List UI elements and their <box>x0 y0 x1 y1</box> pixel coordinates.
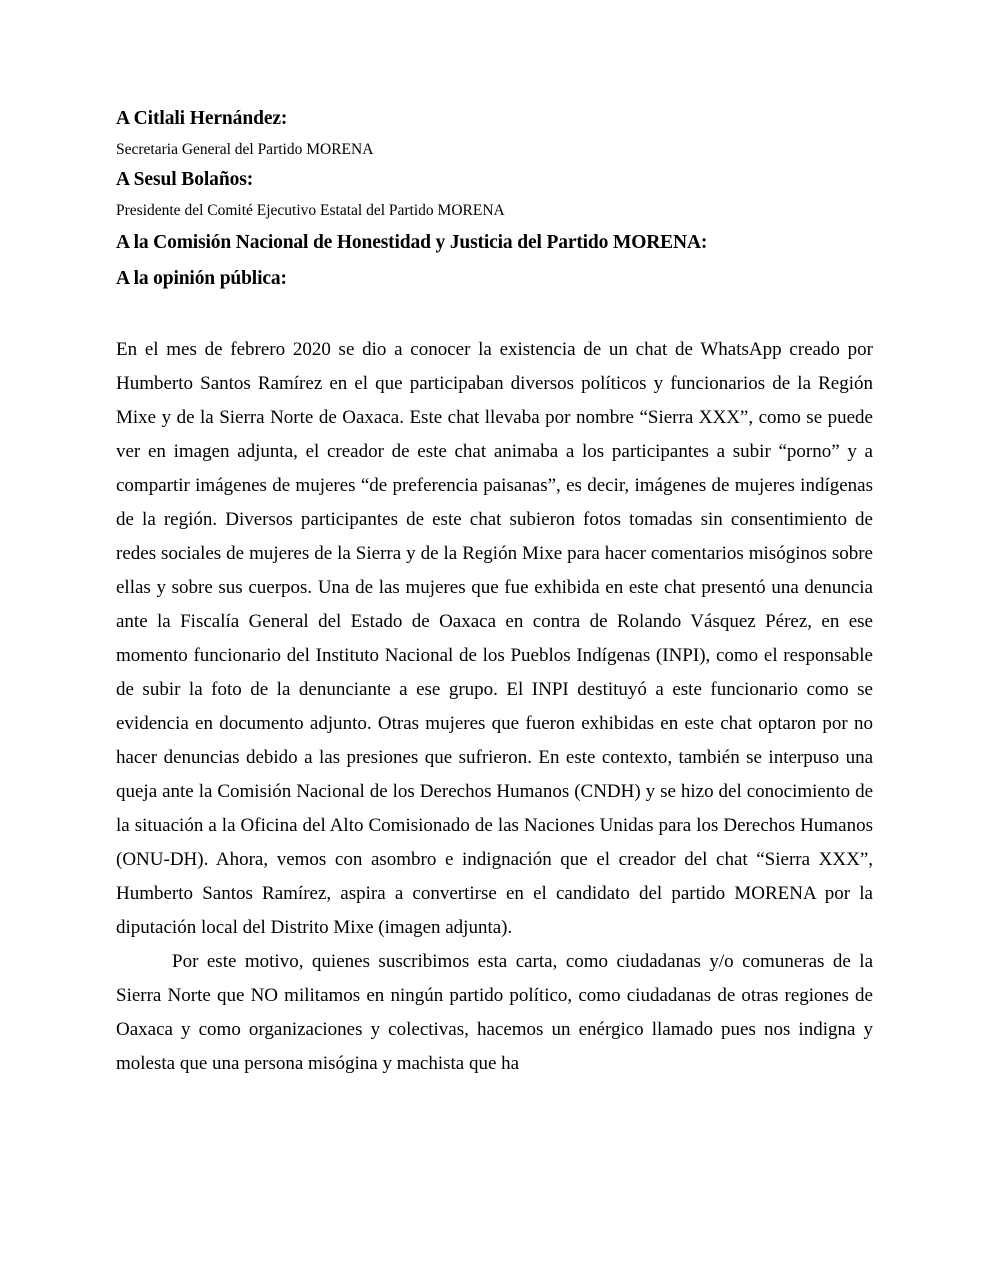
body-paragraph-1: En el mes de febrero 2020 se dio a conocer la existencia de un chat de WhatsApp creado por Humberto Santos Ramírez en el que participaban diversos políticos y funcionarios de la Región Mixe y de la Sierra Norte de Oaxaca. Este chat llevaba por nombre “Sierra XXX”, como se puede ver en imagen adjunta, el creador de este chat animaba a los participantes a subir “porno” y a compartir imágenes de mujeres “de preferencia paisanas”, es decir, imágenes de mujeres indígenas de la región. Diversos participantes de este chat subieron fotos tomadas sin consentimiento de redes sociales de mujeres de la Sierra y de la Región Mixe para hacer comentarios misóginos sobre ellas y sobre sus cuerpos. Una de las mujeres que fue exhibida en este chat presentó una denuncia ante la Fiscalía General del Estado de Oaxaca en contra de Rolando Vásquez Pérez, en ese momento funcionario del Instituto Nacional de los Pueblos Indígenas (INPI), como el responsable de subir la foto de la denunciante a ese grupo. El INPI destituyó a este funcionario como se evidencia en documento adjunto. Otras mujeres que fueron exhibidas en este chat optaron por no hacer denuncias debido a las presiones que sufrieron. En este contexto, también se interpuso una queja ante la Comisión Nacional de los Derechos Humanos (CNDH) y se hizo del conocimiento de la situación a la Oficina del Alto Comisionado de las Naciones Unidas para los Derechos Humanos (ONU-DH). Ahora, vemos con asombro e indignación que el creador del chat “Sierra XXX”, Humberto Santos Ramírez, aspira a convertirse en el candidato del partido MORENA por la diputación local del Distrito Mixe (imagen adjunta). <box>116 339 873 938</box>
addressee-role-presidente-comite: Presidente del Comité Ejecutivo Estatal del Partido MORENA <box>116 202 505 219</box>
addressee-role-secretaria-general: Secretaria General del Partido MORENA <box>116 141 374 158</box>
addressee-block-1 <box>116 103 873 164</box>
body-paragraph-2: Por este motivo, quienes suscribimos esta carta, como ciudadanas y/o comuneras de la Sierra Norte que NO militamos en ningún partido político, como ciudadanas de otras regiones de Oaxaca y como organizaciones y colectivas, hacemos un enérgico llamado pues nos indigna y molesta que una persona misógina y machista que ha <box>116 951 873 1074</box>
heading-comision-nacional: A la Comisión Nacional de Honestidad y Justicia del Partido MORENA: <box>116 232 708 253</box>
heading-body-spacer <box>116 297 873 333</box>
addressee-block-2 <box>116 164 873 225</box>
addressee-name-citlali-hernandez: A Citlali Hernández: <box>116 108 288 129</box>
letter-body <box>116 103 873 1081</box>
heading-opinion-publica: A la opinión pública: <box>116 268 287 289</box>
addressee-name-sesul-bolanos: A Sesul Bolaños: <box>116 169 254 190</box>
